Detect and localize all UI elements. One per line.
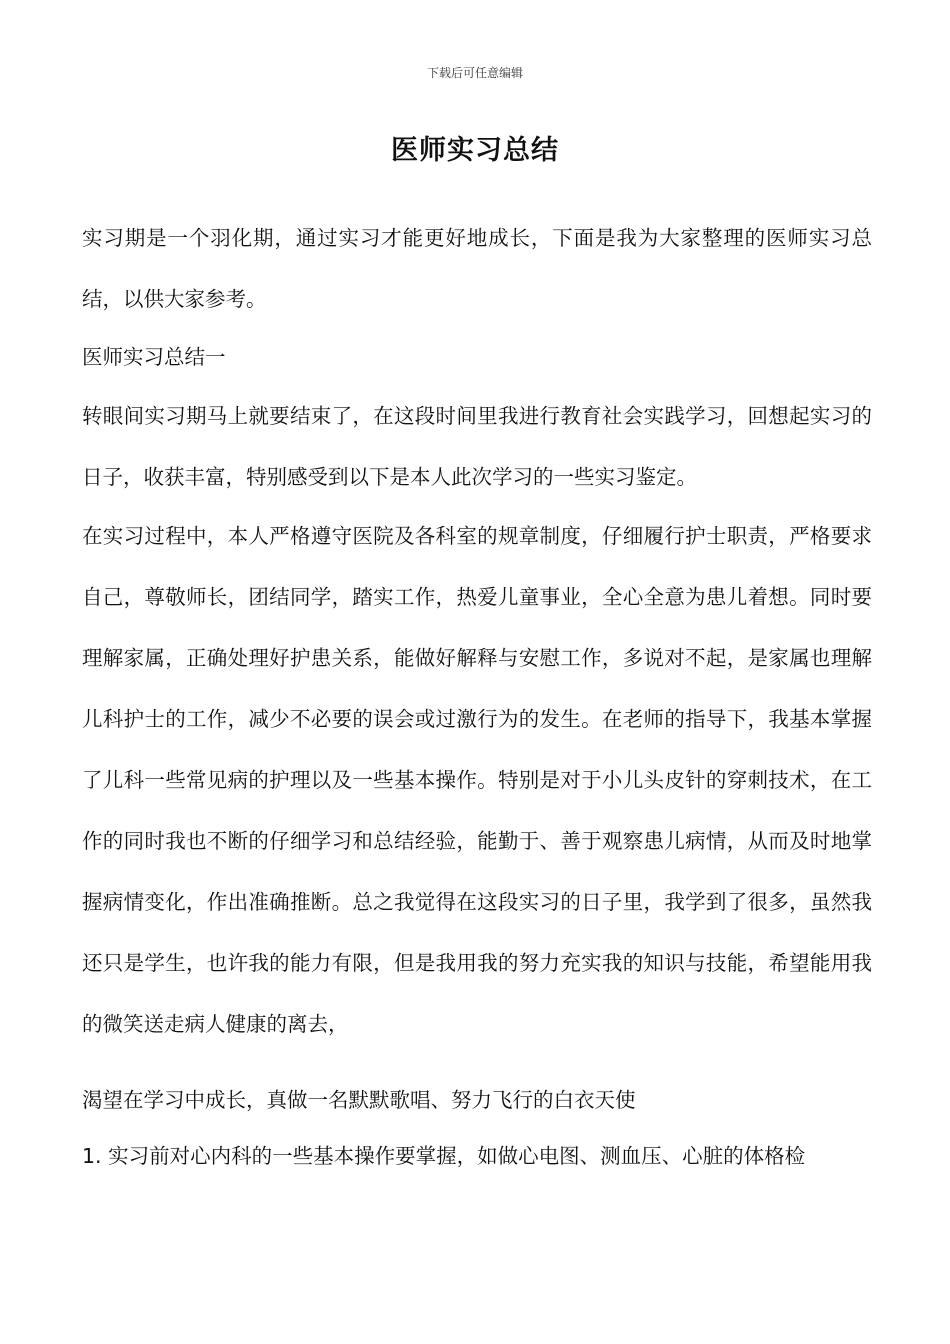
body-paragraph: 转眼间实习期马上就要结束了，在这段时间里我进行教育社会实践学习，回想起实习的日子，收获丰富，特别感受到以下是本人此次学习的一些实习鉴定。: [82, 404, 872, 489]
document-title: 医师实习总结: [391, 135, 559, 166]
section-heading: 医师实习总结一: [82, 345, 226, 369]
intro-paragraph: 实习期是一个羽化期，通过实习才能更好地成长，下面是我为大家整理的医师实习总结，以供大家参考。: [82, 226, 872, 311]
header-note: 下载后可任意编辑: [426, 66, 523, 80]
body-paragraph: 在实习过程中，本人严格遵守医院及各科室的规章制度，仔细履行护士职责，严格要求自己，尊敬师长，团结同学，踏实工作，热爱儿童事业，全心全意为患儿着想。同时要理解家属，正确处理好护患关系，能做好解释与安慰工作，多说对不起，是家属也理解儿科护士的工作，减少不必要的误会或过激行为的发生。在老师的指导下，我基本掌握了儿科一些常见病的护理以及一些基本操作。特别是对于小儿头皮针的穿刺技术，在工作的同时我也不断的仔细学习和总结经验，能勤于、善于观察患儿病情，从而及时地掌握病情变化，作出准确推断。总之我觉得在这段实习的日子里，我学到了很多，虽然我还只是学生，也许我的能力有限，但是我用我的努力充实我的知识与技能，希望能用我的微笑送走病人健康的离去，: [82, 524, 872, 1036]
body-paragraph: 渴望在学习中成长，真做一名默默歌唱、努力飞行的白衣天使: [82, 1088, 636, 1112]
list-item: 1. 实习前对心内科的一些基本操作要掌握，如做心电图、测血压、心脏的体格检: [82, 1144, 806, 1168]
